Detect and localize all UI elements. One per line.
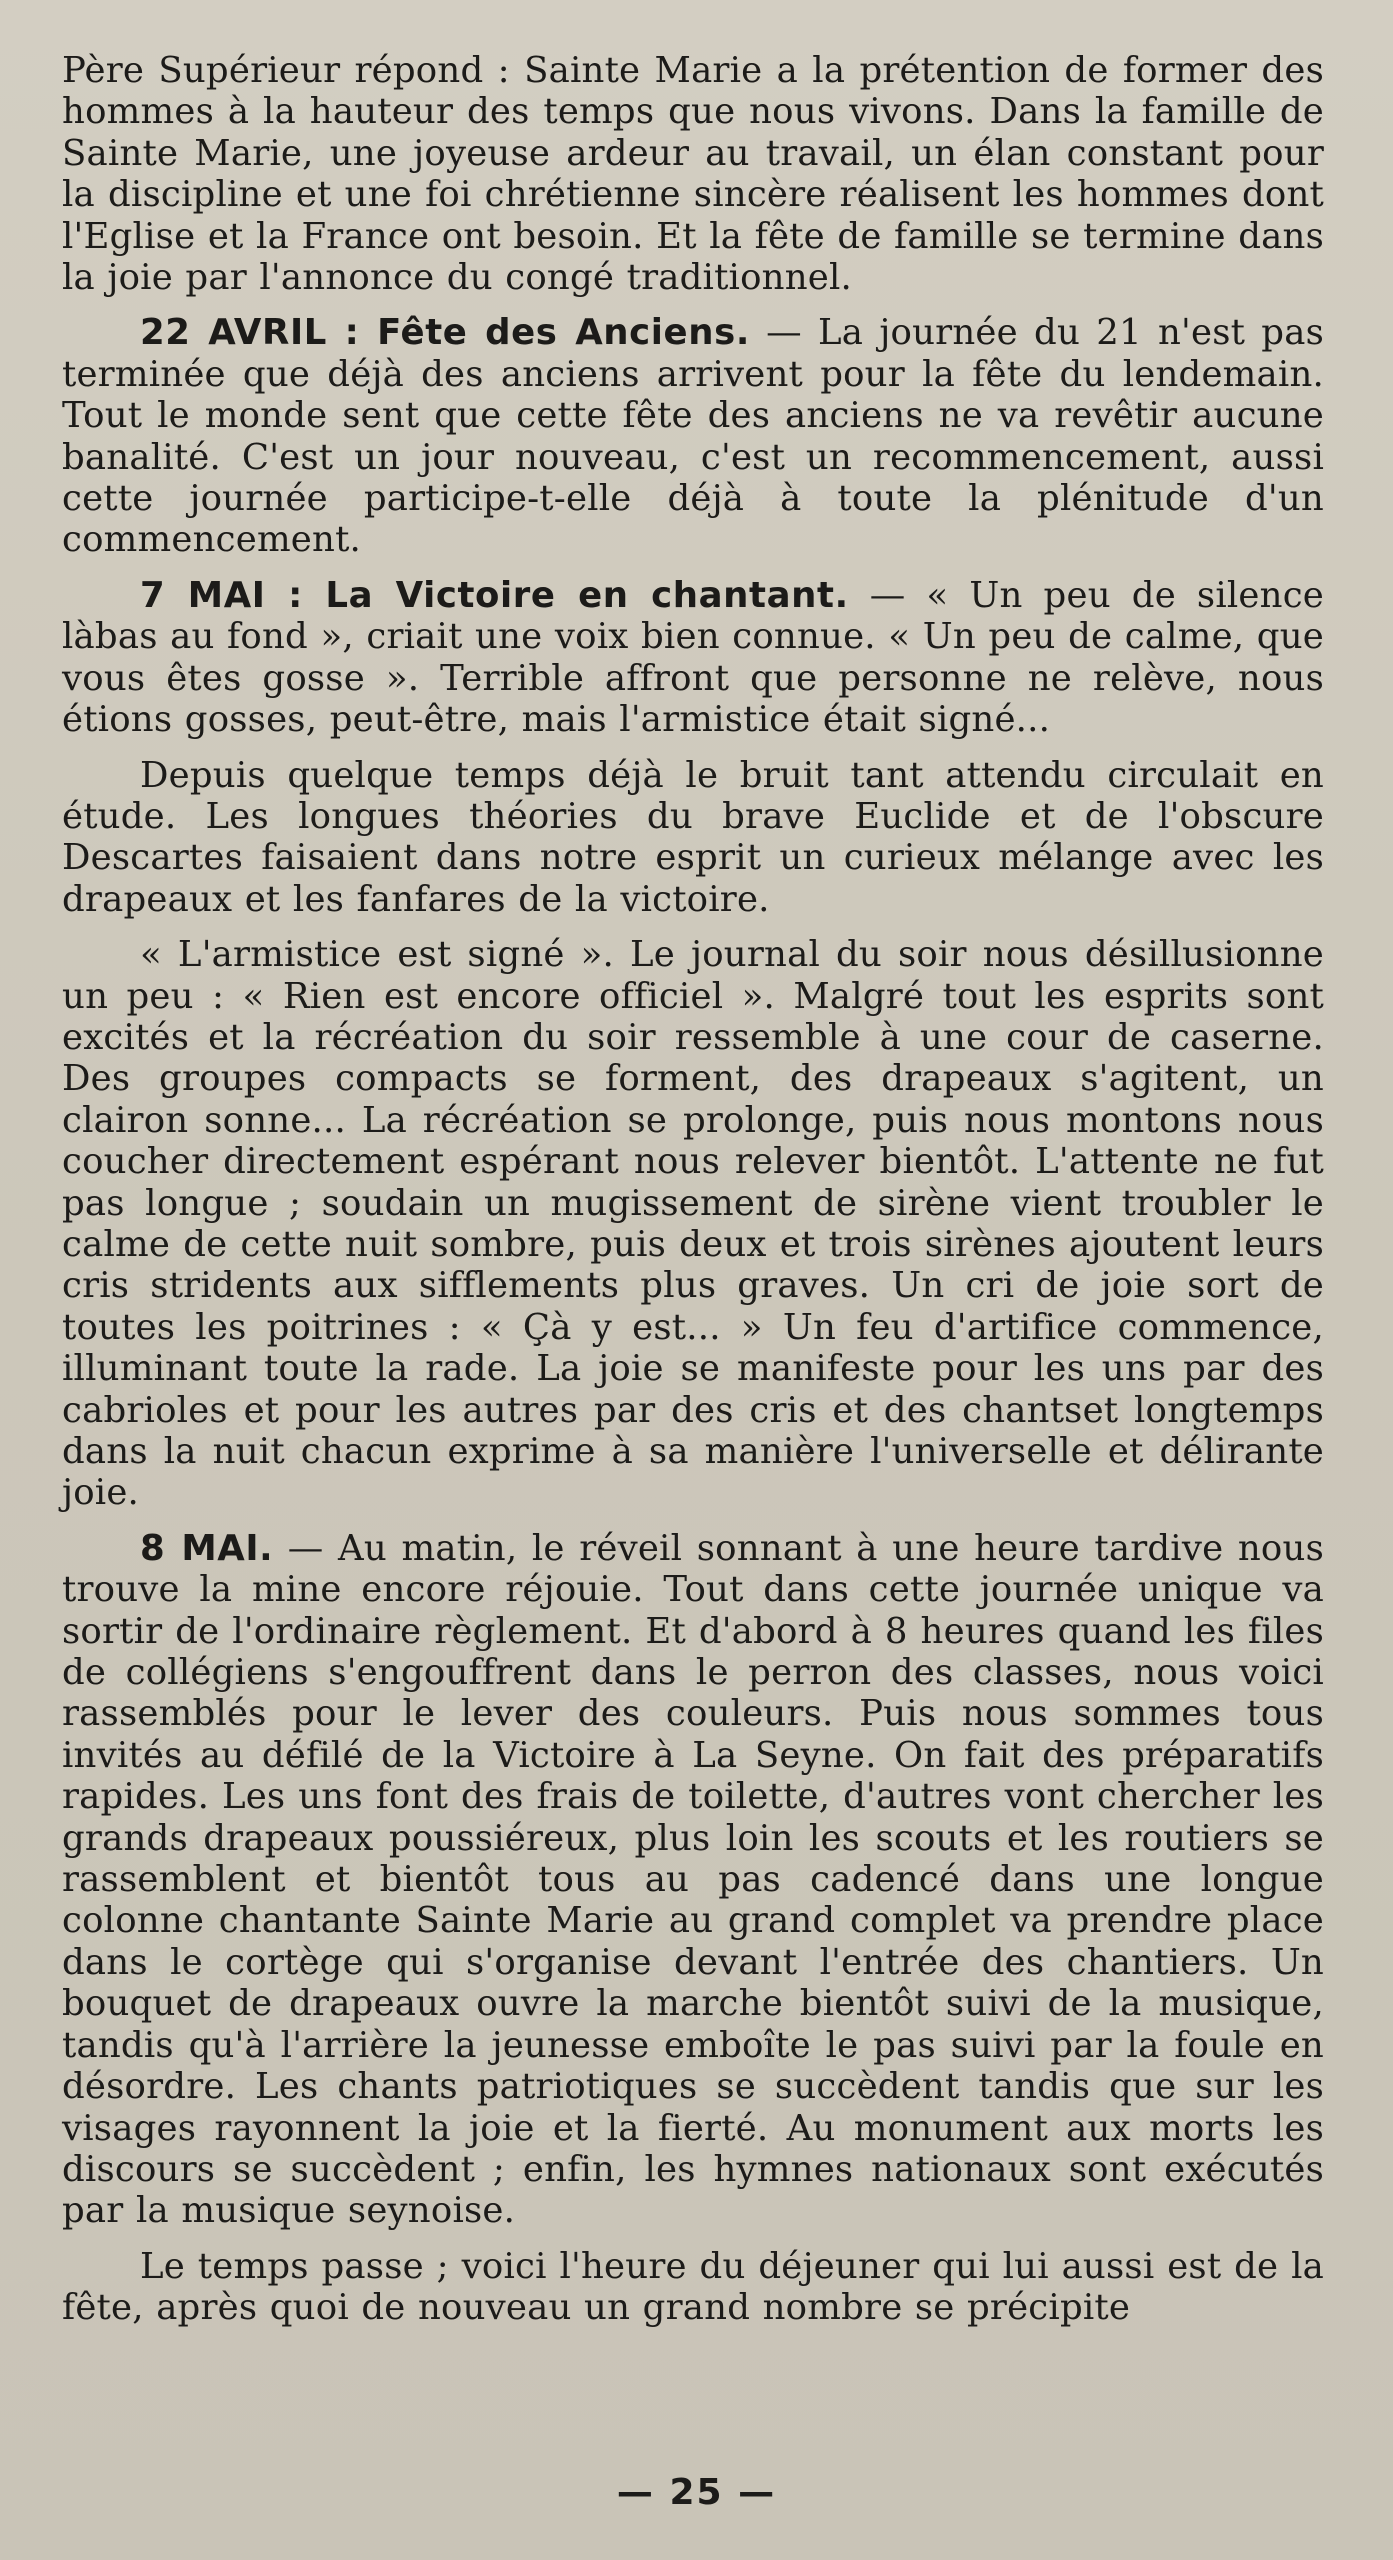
paragraph-text: « L'armistice est signé ». Le journal du soir nous désillusionne un peu : « Rien est encore officiel ». Malgré tout les esprits sont excités et la récréation du soir ressemble à une cour de caserne. Des groupes compacts se forment, des drapeaux s'agitent, un clairon sonne... La récréation se prolonge, puis nous montons nous coucher directement espérant nous relever bientôt. L'attente ne fut pas longue ; soudain un mugissement de sirène vient troubler le calme de cette nuit sombre, puis deux et trois sirènes ajoutent leurs cris stridents aux sifflements plus graves. Un cri de joie sort de toutes les poitrines : « Çà y est... » Un feu d'artifice commence, illuminant toute la rade. La joie se manifeste pour les uns par des cabrioles et pour les autres par des cris et des chantset longtemps dans la nuit chacun exprime à sa manière l'universelle et délirante joie. — [62, 934, 1324, 1514]
paragraph-8-mai — [62, 1528, 1324, 2232]
paragraph-text: Père Supérieur répond : Sainte Marie a la prétention de former des hommes à la hauteur des temps que nous vivons. Dans la famille de Sainte Marie, une joyeuse ardeur au travail, un élan constant pour la discipline et une foi chrétienne sincère réalisent les hommes dont l'Eglise et la France ont besoin. Et la fête de famille se termine dans la joie par l'annonce du congé traditionnel. — [62, 50, 1324, 299]
paragraph-7-mai — [62, 575, 1324, 741]
paragraph-text: — La journée du 21 n'est pas terminée que déjà des anciens arrivent pour la fête du lendemain. Tout le monde sent que cette fête des anciens ne va revêtir aucune banalité. C'est un jour nouveau, c'est un recommencement, aussi cette journée participe-t-elle déjà à toute la plénitude d'un commencement. — [62, 312, 1324, 561]
paragraph-22-avril — [62, 312, 1324, 560]
paragraph-text: — Au matin, le réveil sonnant à une heure tardive nous trouve la mine encore réjouie. Tout dans cette journée unique va sortir de l'ordinaire règlement. Et d'abord à 8 heures quand les files de collégiens s'engouffrent dans le perron des classes, nous voici rassemblés pour le lever des couleurs. Puis nous sommes tous invités au défilé de la Victoire à La Seyne. On fait des préparatifs rapides. Les uns font des frais de toilette, d'autres vont chercher les grands drapeaux poussiéreux, plus loin les scouts et les routiers se rassemblent et bientôt tous au pas cadencé dans une longue colonne chantante Sainte Marie au grand complet va prendre place dans le cortège qui s'organise devant l'entrée des chantiers. Un bouquet de drapeaux ouvre la marche bientôt suivi de la musique, tandis qu'à l'arrière la jeunesse emboîte le pas suivi par la foule en désordre. Les chants patriotiques se succèdent tandis que sur les visages rayonnent la joie et la fierté. Au monument aux morts les discours se succèdent ; enfin, les hymnes nationaux sont exécutés par la musique seynoise. — [62, 1527, 1324, 2232]
paragraph-text: — « Un peu de silence làbas au fond », criait une voix bien connue. « Un peu de calme, que vous êtes gosse ». Terrible affront que personne ne relève, nous étions gosses, peut-être, mais l'armistice était signé... — [62, 574, 1324, 741]
paragraph-pere-superieur — [62, 50, 1324, 298]
paragraph-depuis — [62, 755, 1324, 921]
paragraph-armistice — [62, 934, 1324, 1514]
page-number: — 25 — — [616, 2472, 777, 2513]
paragraph-le-temps-passe — [62, 2246, 1324, 2329]
paragraph-text: Depuis quelque temps déjà le bruit tant attendu circulait en étude. Les longues théories du brave Euclide et de l'obscure Descartes faisaient dans notre esprit un curieux mélange avec les drapeaux et les fanfares de la victoire. — [62, 754, 1324, 920]
section-heading: 8 MAI. — [140, 1527, 274, 1569]
section-heading: 22 AVRIL : Fête des Anciens. — [140, 312, 750, 354]
paragraph-text: Le temps passe ; voici l'heure du déjeuner qui lui aussi est de la fête, après quoi de nouveau un grand nombre se précipite — [62, 2245, 1324, 2329]
section-heading: 7 MAI : La Victoire en chantant. — [140, 574, 849, 616]
text-body — [62, 50, 1324, 2343]
